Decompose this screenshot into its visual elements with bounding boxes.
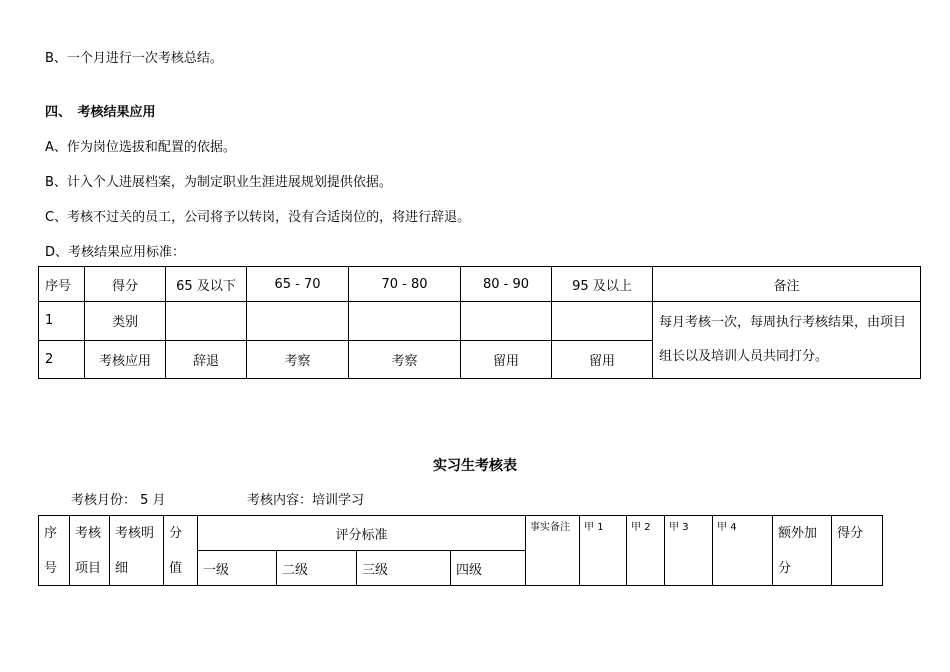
month-meta xyxy=(71,489,166,508)
jia2-header: 甲 2 xyxy=(627,516,665,586)
content-value: 培训学习 xyxy=(312,493,365,508)
standard-header: 评分标准 xyxy=(198,516,526,551)
header-cell: 序号 xyxy=(39,267,85,302)
table-cell: 留用 xyxy=(552,340,653,379)
table-cell: 考察 xyxy=(349,340,461,379)
jia4-header: 甲 4 xyxy=(713,516,773,586)
score-value-header: 分 值 xyxy=(164,516,198,586)
line-c: C、考核不过关的员工，公司将予以转岗，没有合适岗位的，将进行辞退。 xyxy=(45,210,471,225)
result-application-table xyxy=(38,266,921,379)
table-row xyxy=(39,302,921,341)
note-cell: 每月考核一次，每周执行考核结果，由项目组长以及培训人员共同打分。 xyxy=(653,302,921,379)
header-cell: 65 - 70 xyxy=(247,267,349,302)
grade-cell: 一级 xyxy=(198,551,277,586)
extra-header: 额外加 分 xyxy=(773,516,832,586)
table-cell xyxy=(166,302,247,341)
table-cell: 留用 xyxy=(461,340,552,379)
content-label: 考核内容： xyxy=(247,493,313,508)
grade-cell: 四级 xyxy=(451,551,526,586)
table-cell xyxy=(349,302,461,341)
header-cell: 80 - 90 xyxy=(461,267,552,302)
line-a: A、作为岗位选拔和配置的依据。 xyxy=(45,140,236,155)
final-score-header: 得分 xyxy=(832,516,883,586)
month-value: 5 月 xyxy=(140,493,166,508)
table-cell xyxy=(461,302,552,341)
line-d: D、考核结果应用标准： xyxy=(45,245,186,260)
form-header-row xyxy=(39,516,883,551)
table-cell: 考核应用 xyxy=(85,340,166,379)
table-header-row xyxy=(39,267,921,302)
header-cell: 95 及以上 xyxy=(552,267,653,302)
intern-assessment-table xyxy=(38,515,883,586)
content-meta xyxy=(247,489,364,508)
section-heading-4: 四、 考核结果应用 xyxy=(45,105,156,120)
table-cell: 考察 xyxy=(247,340,349,379)
jia3-header: 甲 3 xyxy=(665,516,713,586)
grade-cell: 三级 xyxy=(357,551,451,586)
fact-note-header: 事实备注 xyxy=(526,516,580,586)
jia1-header: 甲 1 xyxy=(580,516,627,586)
item-header: 考核 项目 xyxy=(70,516,110,586)
header-cell: 65 及以下 xyxy=(166,267,247,302)
form-title: 实习生考核表 xyxy=(433,458,517,474)
line-b: B、计入个人进展档案，为制定职业生涯进展规划提供依据。 xyxy=(45,175,392,190)
month-label: 考核月份： xyxy=(71,493,137,508)
header-cell: 备注 xyxy=(653,267,921,302)
table-cell: 辞退 xyxy=(166,340,247,379)
header-cell: 70 - 80 xyxy=(349,267,461,302)
table-cell: 2 xyxy=(39,340,85,379)
seq-header: 序 号 xyxy=(39,516,70,586)
table-cell xyxy=(247,302,349,341)
table-cell xyxy=(552,302,653,341)
table-cell: 1 xyxy=(39,302,85,341)
table-cell: 类别 xyxy=(85,302,166,341)
header-cell: 得分 xyxy=(85,267,166,302)
detail-header: 考核明 细 xyxy=(110,516,164,586)
grade-cell: 二级 xyxy=(277,551,357,586)
line-b-summary: B、一个月进行一次考核总结。 xyxy=(45,51,223,66)
